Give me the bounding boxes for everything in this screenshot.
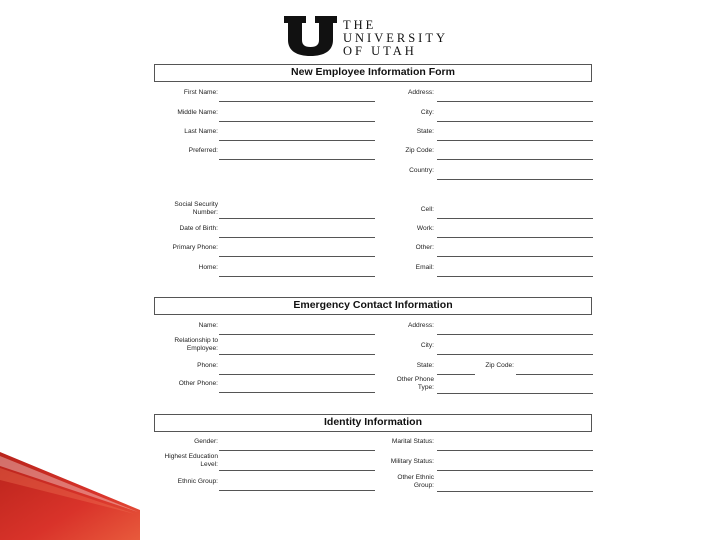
- state-field[interactable]: [437, 140, 593, 141]
- gender-field[interactable]: [219, 450, 375, 451]
- label-other: Other:: [415, 244, 434, 251]
- label-date-of-birth: Date of Birth:: [179, 225, 218, 232]
- label-state: State:: [416, 128, 434, 135]
- work-phone-field[interactable]: [437, 237, 593, 238]
- label-other-ethnic-line2: Group:: [413, 482, 434, 489]
- label-relationship-line2: Employee:: [186, 345, 218, 352]
- label-work: Work:: [416, 225, 434, 232]
- relationship-field[interactable]: [219, 354, 375, 355]
- label-ethnic-group: Ethnic Group:: [177, 478, 218, 485]
- label-last-name: Last Name:: [184, 128, 218, 135]
- label-education-line2: Level:: [200, 461, 218, 468]
- email-field[interactable]: [437, 276, 593, 277]
- label-marital-status: Marital Status:: [391, 438, 434, 445]
- label-military-status: Military Status:: [390, 458, 434, 465]
- last-name-field[interactable]: [219, 140, 375, 141]
- primary-phone-field[interactable]: [219, 256, 375, 257]
- emergency-other-phone-field[interactable]: [219, 392, 375, 393]
- logo-text-the: THE: [343, 18, 377, 32]
- ethnic-group-field[interactable]: [219, 490, 375, 491]
- label-middle-name: Middle Name:: [177, 109, 218, 116]
- section-title-emergency: Emergency Contact Information: [293, 299, 453, 311]
- label-cell: Cell:: [420, 206, 434, 213]
- label-home: Home:: [198, 264, 218, 271]
- label-emergency-other-phone: Other Phone:: [178, 380, 218, 387]
- label-zip-code: Zip Code:: [405, 147, 434, 154]
- university-logo-u-icon: [284, 16, 337, 56]
- section-title-identity: Identity Information: [324, 416, 422, 428]
- emergency-address-field[interactable]: [437, 334, 593, 335]
- cell-phone-field[interactable]: [437, 218, 593, 219]
- label-education-line1: Highest Education: [164, 453, 218, 460]
- education-level-field[interactable]: [219, 470, 375, 471]
- label-ssn-line2: Number:: [192, 209, 218, 216]
- label-other-phone-type-line1: Other Phone: [396, 376, 434, 383]
- marital-status-field[interactable]: [437, 450, 593, 451]
- label-other-ethnic-line1: Other Ethnic: [397, 474, 434, 481]
- label-emergency-state: State:: [416, 362, 434, 369]
- military-status-field[interactable]: [437, 470, 593, 471]
- label-city: City:: [420, 109, 434, 116]
- middle-name-field[interactable]: [219, 121, 375, 122]
- emergency-state-field[interactable]: [437, 374, 475, 375]
- label-emergency-city: City:: [420, 342, 434, 349]
- section-header-emergency: [154, 297, 592, 315]
- label-emergency-name: Name:: [198, 322, 218, 329]
- label-other-phone-type-line2: Type:: [417, 384, 434, 391]
- emergency-phone-field[interactable]: [219, 374, 375, 375]
- city-field[interactable]: [437, 121, 593, 122]
- preferred-field[interactable]: [219, 159, 375, 160]
- section-header-identity: [154, 414, 592, 432]
- label-country: Country:: [409, 167, 434, 174]
- country-field[interactable]: [437, 179, 593, 180]
- first-name-field[interactable]: [219, 101, 375, 102]
- emergency-name-field[interactable]: [219, 334, 375, 335]
- section-header-employee: [154, 64, 592, 82]
- emergency-city-field[interactable]: [437, 354, 593, 355]
- label-preferred: Preferred:: [188, 147, 218, 154]
- other-phone-field[interactable]: [437, 256, 593, 257]
- address-field[interactable]: [437, 101, 593, 102]
- label-gender: Gender:: [194, 438, 218, 445]
- label-emergency-phone: Phone:: [197, 362, 218, 369]
- red-arrow-decoration-icon: [0, 440, 140, 540]
- section-title-employee: New Employee Information Form: [291, 66, 455, 78]
- label-emergency-address: Address:: [407, 322, 434, 329]
- logo-text-of-utah: OF UTAH: [343, 44, 417, 58]
- date-of-birth-field[interactable]: [219, 237, 375, 238]
- zip-code-field[interactable]: [437, 159, 593, 160]
- logo-text-university: UNIVERSITY: [343, 31, 448, 45]
- emergency-zip-field[interactable]: [516, 374, 593, 375]
- label-primary-phone: Primary Phone:: [172, 244, 218, 251]
- label-relationship-line1: Relationship to: [174, 337, 218, 344]
- label-ssn-line1: Social Security: [174, 201, 218, 208]
- home-phone-field[interactable]: [219, 276, 375, 277]
- label-first-name: First Name:: [183, 89, 218, 96]
- label-emergency-zip: Zip Code:: [485, 362, 514, 369]
- ssn-field[interactable]: [219, 218, 375, 219]
- label-address: Address:: [407, 89, 434, 96]
- other-ethnic-group-field[interactable]: [437, 491, 593, 492]
- label-email: Email:: [415, 264, 434, 271]
- other-phone-type-field[interactable]: [437, 393, 593, 394]
